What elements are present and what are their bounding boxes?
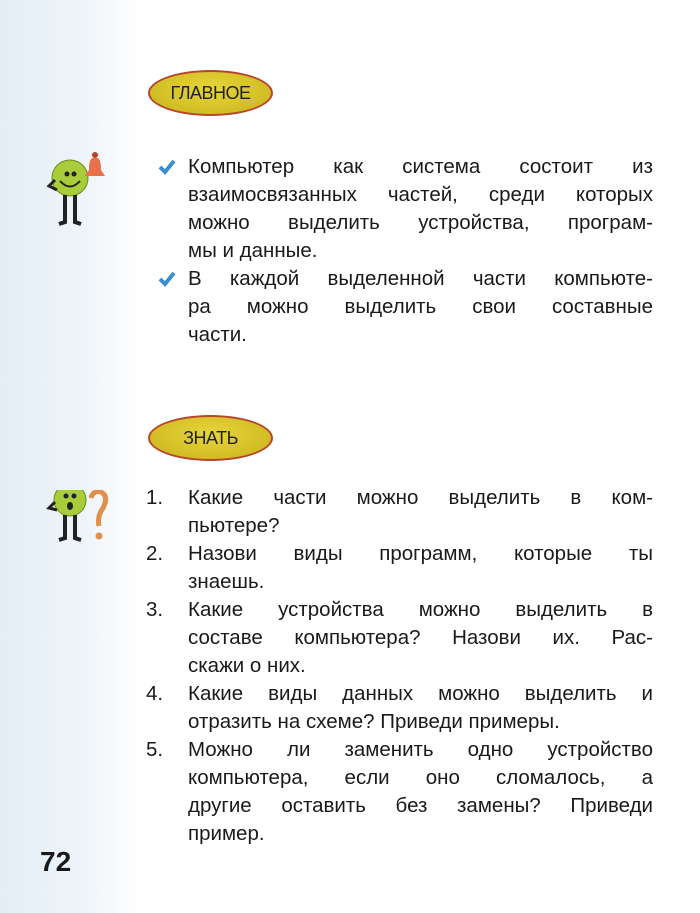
question-number: 5. [146, 738, 164, 761]
question-number: 4. [146, 682, 164, 705]
mascot-question-icon [45, 490, 115, 550]
page-margin-strip [0, 0, 140, 913]
checkmark-icon [158, 271, 176, 287]
know-section-badge [148, 415, 273, 461]
badge-label: ЗНАТЬ [183, 427, 238, 448]
text-line: скажи о них. [188, 654, 306, 677]
question-number: 3. [146, 598, 164, 621]
text-line: можно выделить устройства, програм- [188, 211, 653, 234]
bullet-item [188, 153, 653, 265]
main-bullet-list [188, 153, 653, 349]
badge-label: ГЛАВНОЕ [170, 82, 251, 103]
question-item [146, 540, 653, 596]
question-item [146, 596, 653, 680]
text-line: части. [188, 323, 247, 346]
text-line: другие оставить без замены? Приведи [188, 794, 653, 817]
text-line: пример. [188, 822, 265, 845]
text-line: Какие виды данных можно выделить и [188, 682, 653, 705]
question-item [146, 680, 653, 736]
text-line: Какие части можно выделить в ком- [188, 486, 653, 509]
question-number: 2. [146, 542, 164, 565]
questions-list [146, 484, 653, 848]
text-line: Компьютер как система состоит из [188, 155, 653, 178]
text-line: ра можно выделить свои составные [188, 295, 653, 318]
question-number: 1. [146, 486, 164, 509]
text-line: знаешь. [188, 570, 265, 593]
checkmark-icon [158, 159, 176, 175]
text-line: компьютера, если оно сломалось, а [188, 766, 653, 789]
mascot-bell-icon [45, 150, 115, 230]
text-line: Можно ли заменить одно устройство [188, 738, 653, 761]
text-line: пьютере? [188, 514, 280, 537]
text-line: Назови виды программ, которые ты [188, 542, 653, 565]
text-line: Какие устройства можно выделить в [188, 598, 653, 621]
question-item [146, 484, 653, 540]
main-section-badge [148, 70, 273, 116]
page-number: 72 [40, 846, 72, 877]
text-line: В каждой выделенной части компьюте- [188, 267, 653, 290]
text-line: отразить на схеме? Приведи примеры. [188, 710, 560, 733]
question-item [146, 736, 653, 848]
text-line: составе компьютера? Назови их. Рас- [188, 626, 653, 649]
text-line: мы и данные. [188, 239, 318, 262]
bullet-item [188, 265, 653, 349]
text-line: взаимосвязанных частей, среди которых [188, 183, 653, 206]
